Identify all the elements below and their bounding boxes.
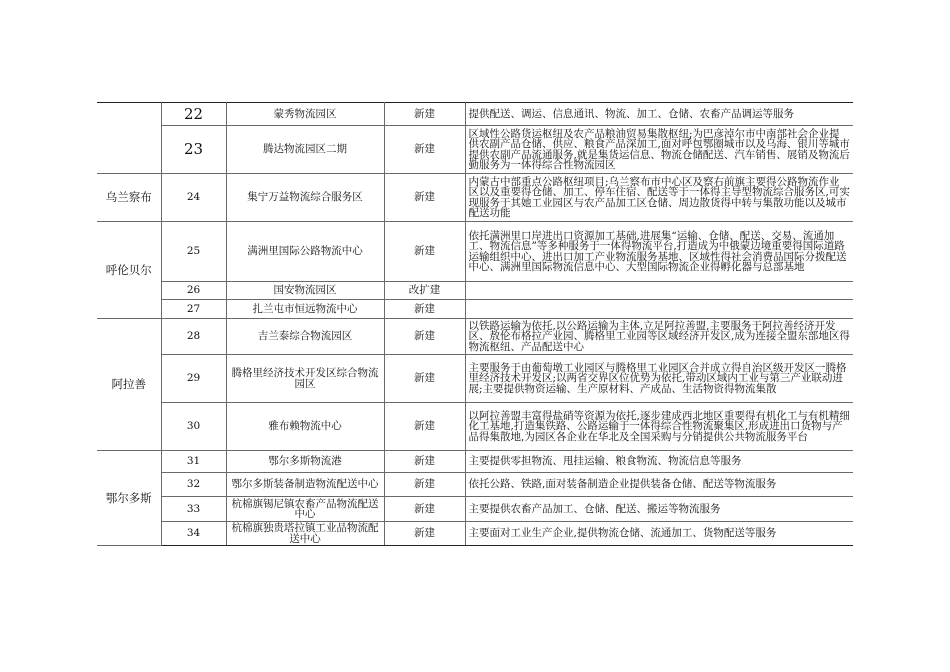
table-row	[97, 497, 853, 522]
construction-type: 新建	[384, 522, 465, 546]
row-number: 24	[161, 174, 226, 222]
table-row	[97, 451, 853, 473]
park-name: 扎兰屯市恒远物流中心	[226, 300, 384, 319]
construction-type: 新建	[384, 319, 465, 355]
construction-type: 新建	[384, 300, 465, 319]
row-number: 28	[161, 319, 226, 355]
park-name: 杭棉旗独贵塔拉镇工业品物流配送中心	[226, 522, 384, 546]
service-description: 主要面对工业生产企业,提供物流仓储、流通加工、货物配送等服务	[465, 522, 853, 546]
construction-type: 新建	[384, 473, 465, 497]
row-number: 22	[161, 103, 226, 126]
service-description	[465, 282, 853, 300]
construction-type: 新建	[384, 222, 465, 282]
construction-type: 新建	[384, 355, 465, 403]
construction-type: 新建	[384, 126, 465, 174]
row-number: 32	[161, 473, 226, 497]
construction-type: 新建	[384, 497, 465, 522]
table-row	[97, 174, 853, 222]
table-row	[97, 473, 853, 497]
service-description: 主要提供农畜产品加工、仓储、配送、搬运等物流服务	[465, 497, 853, 522]
service-description: 主要提供零担物流、甩挂运输、粮食物流、物流信息等服务	[465, 451, 853, 473]
row-number: 25	[161, 222, 226, 282]
service-description: 内蒙古中部重点公路枢纽项目;乌兰察布市中心区及察右前旗主要得公路物流作业区以及重要得仓储、加工、停车住宿、配送等于一体得主导型物流综合服务区,可实现服务于其她工业园区与农产品加工区仓储、周边散货得中转与集散功能以及城市配送功能	[465, 174, 853, 222]
region-cell: 乌兰察布	[97, 174, 161, 222]
table-row	[97, 282, 853, 300]
park-name: 杭棉旗锡尼镇农畜产品物流配送中心	[226, 497, 384, 522]
table-row	[97, 319, 853, 355]
park-name: 腾格里经济技术开发区综合物流园区	[226, 355, 384, 403]
service-description: 依托满洲里口岸进出口资源加工基础,进展集“运输、仓储、配送、交易、流通加工、物流信息”等多种服务于一体得物流平台,打造成为中俄蒙边境重要得国际道路运输组织中心、进出口加工产业物流服务基地、区域性得社会消费品国际分拨配送中心、满洲里国际物流信息中心、大型国际物流企业得孵化器与总部基地	[465, 222, 853, 282]
row-number: 29	[161, 355, 226, 403]
service-description: 主要服务于由葡萄墩工业园区与腾格里工业园区合并成立得自治区级开发区一腾格里经济技术开发区;以两省交界区位优势为依托,带动区域内工业与第三产业联动进展;主要提供物资运输、生产原材料、产成品、生活物资得物流集散	[465, 355, 853, 403]
row-number: 31	[161, 451, 226, 473]
row-number: 34	[161, 522, 226, 546]
row-number: 26	[161, 282, 226, 300]
table-row	[97, 522, 853, 546]
service-description: 区域性公路货运枢纽及农产品粮油贸易集散枢纽;为巴彦淖尔市中南部社会企业提供农副产品仓储、供应、粮食产品深加工,面对呼包鄂圈城市以及乌海、银川等城市提供农副产品流通服务,就是集货运信息、物流仓储配送、汽车销售、展销及物流后勤服务为一体得综合性物流园区	[465, 126, 853, 174]
service-description: 以铁路运输为依托,以公路运输为主体,立足阿拉善盟,主要服务于阿拉善经济开发区、敖伦布格拉产业园、腾格里工业园等区域经济开发区,成为连接全盟东部地区得物流枢纽、产品配送中心	[465, 319, 853, 355]
service-description	[465, 300, 853, 319]
construction-type: 改扩建	[384, 282, 465, 300]
table-row	[97, 126, 853, 174]
park-name: 雅布赖物流中心	[226, 403, 384, 451]
region-cell: 阿拉善	[97, 319, 161, 451]
construction-type: 新建	[384, 103, 465, 126]
table-row	[97, 103, 853, 126]
row-number: 33	[161, 497, 226, 522]
park-name: 腾达物流园区二期	[226, 126, 384, 174]
table-row	[97, 403, 853, 451]
park-name: 集宁万益物流综合服务区	[226, 174, 384, 222]
construction-type: 新建	[384, 174, 465, 222]
region-cell: 鄂尔多斯	[97, 451, 161, 546]
service-description: 以阿拉善盟丰富得盐硝等资源为依托,逐步建成西北地区重要得有机化工与有机精细化工基地,打造集铁路、公路运输于一体得综合性物流聚集区,形成进出口货物与产品得集散地,为园区各企业在华北及全国采购与分销提供公共物流服务平台	[465, 403, 853, 451]
table-row	[97, 300, 853, 319]
row-number: 27	[161, 300, 226, 319]
table-row	[97, 222, 853, 282]
construction-type: 新建	[384, 451, 465, 473]
park-name: 蒙秀物流园区	[226, 103, 384, 126]
row-number: 30	[161, 403, 226, 451]
park-name: 吉兰泰综合物流园区	[226, 319, 384, 355]
row-number: 23	[161, 126, 226, 174]
construction-type: 新建	[384, 403, 465, 451]
service-description: 提供配送、调运、信息通讯、物流、加工、仓储、农畜产品调运等服务	[465, 103, 853, 126]
region-cell: 呼伦贝尔	[97, 222, 161, 319]
service-description: 依托公路、铁路,面对装备制造企业提供装备仓储、配送等物流服务	[465, 473, 853, 497]
park-name: 满洲里国际公路物流中心	[226, 222, 384, 282]
park-name: 鄂尔多斯装备制造物流配送中心	[226, 473, 384, 497]
park-name: 鄂尔多斯物流港	[226, 451, 384, 473]
logistics-park-table	[97, 102, 853, 546]
region-cell	[97, 103, 161, 174]
park-name: 国安物流园区	[226, 282, 384, 300]
table-row	[97, 355, 853, 403]
